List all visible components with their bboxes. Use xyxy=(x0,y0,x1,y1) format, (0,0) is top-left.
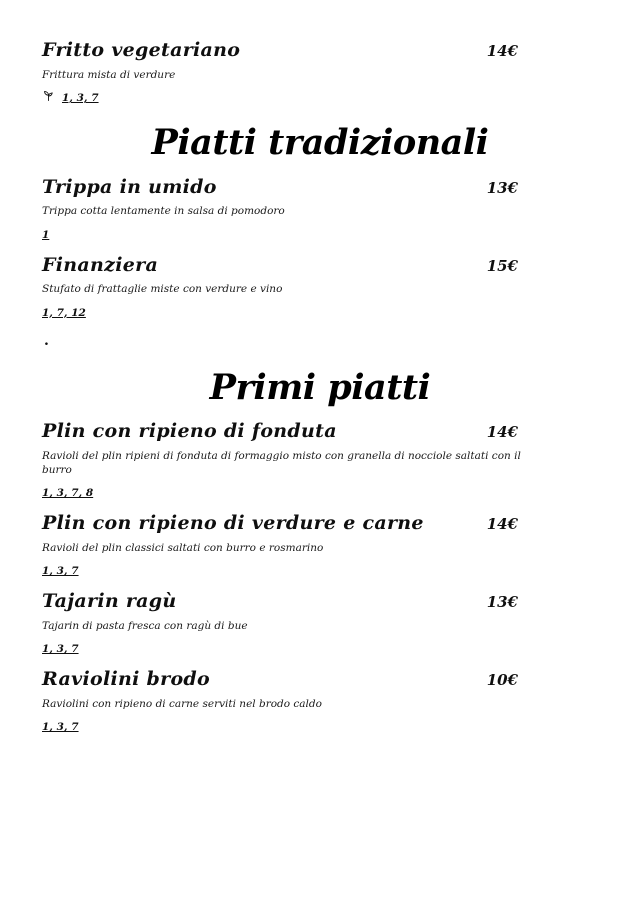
menu-item-header xyxy=(42,255,598,277)
menu-item-price: 14€ xyxy=(486,515,518,534)
menu-item-price: 13€ xyxy=(486,178,518,197)
menu-item-price: 14€ xyxy=(486,423,518,442)
sprout-icon xyxy=(42,89,55,103)
menu-item-header xyxy=(42,513,598,535)
menu-item-price: 10€ xyxy=(486,671,518,690)
menu-item-allergen-row xyxy=(42,87,598,104)
section-title: Primi piatti xyxy=(209,366,431,408)
menu-item-price: 14€ xyxy=(486,42,518,60)
section-trailing-mark: . xyxy=(44,332,49,349)
menu-item-name: Trippa in umido xyxy=(42,175,217,198)
menu-item-allergens: 1, 3, 7 xyxy=(42,643,79,656)
menu-item-price: 13€ xyxy=(486,593,518,612)
menu-item-description: Trippa cotta lentamente in salsa di pomodoro xyxy=(42,205,285,218)
menu-item-name: Fritto vegetariano xyxy=(42,39,241,61)
menu-item xyxy=(42,40,598,104)
menu-item-description: Frittura mista di verdure xyxy=(42,68,176,81)
menu-item-allergens: 1, 3, 7 xyxy=(42,721,79,734)
menu-item-allergen-row xyxy=(42,224,598,241)
menu-item-allergens: 1, 3, 7 xyxy=(62,92,99,105)
menu-item-description: Ravioli del plin classici saltati con burro e rosmarino xyxy=(42,542,324,555)
menu-item-allergen-row xyxy=(42,482,598,499)
menu-item xyxy=(42,177,598,241)
menu-item-name: Plin con ripieno di fonduta xyxy=(42,420,337,443)
menu-item-description: Raviolini con ripieno di carne serviti nel brodo caldo xyxy=(42,698,322,711)
menu-item-allergen-row xyxy=(42,560,598,577)
menu-item-allergens: 1 xyxy=(42,228,50,241)
menu-item-description: Stufato di frattaglie miste con verdure e vino xyxy=(42,283,283,296)
menu-item-allergen-row xyxy=(42,716,598,733)
menu-item-name: Tajarin ragù xyxy=(42,590,177,613)
menu-item-name: Raviolini brodo xyxy=(42,668,210,691)
menu-item-header xyxy=(42,591,598,613)
menu-item-header xyxy=(42,177,598,199)
menu-item xyxy=(42,513,598,577)
menu-item-name: Plin con ripieno di verdure e carne xyxy=(42,512,424,535)
menu-item xyxy=(42,255,598,319)
menu-item xyxy=(42,421,598,499)
menu-item-description: Ravioli del plin ripieni di fonduta di formaggio misto con granella di nocciole saltati con il burro xyxy=(42,449,521,477)
menu-item-name: Finanziera xyxy=(42,253,159,276)
menu-item-header xyxy=(42,421,598,443)
menu-item xyxy=(42,669,598,733)
menu-item xyxy=(42,591,598,655)
menu-item-price: 15€ xyxy=(486,256,518,275)
menu-item-header xyxy=(42,669,598,691)
menu-item-allergens: 1, 7, 12 xyxy=(42,306,86,319)
menu-item-allergen-row xyxy=(42,638,598,655)
menu-item-allergens: 1, 3, 7, 8 xyxy=(42,487,94,500)
menu-item-description: Tajarin di pasta fresca con ragù di bue xyxy=(42,620,248,633)
section-title: Piatti tradizionali xyxy=(151,122,489,164)
menu-item-header xyxy=(42,40,598,62)
menu-item-allergens: 1, 3, 7 xyxy=(42,565,79,578)
menu-item-allergen-row xyxy=(42,302,598,319)
